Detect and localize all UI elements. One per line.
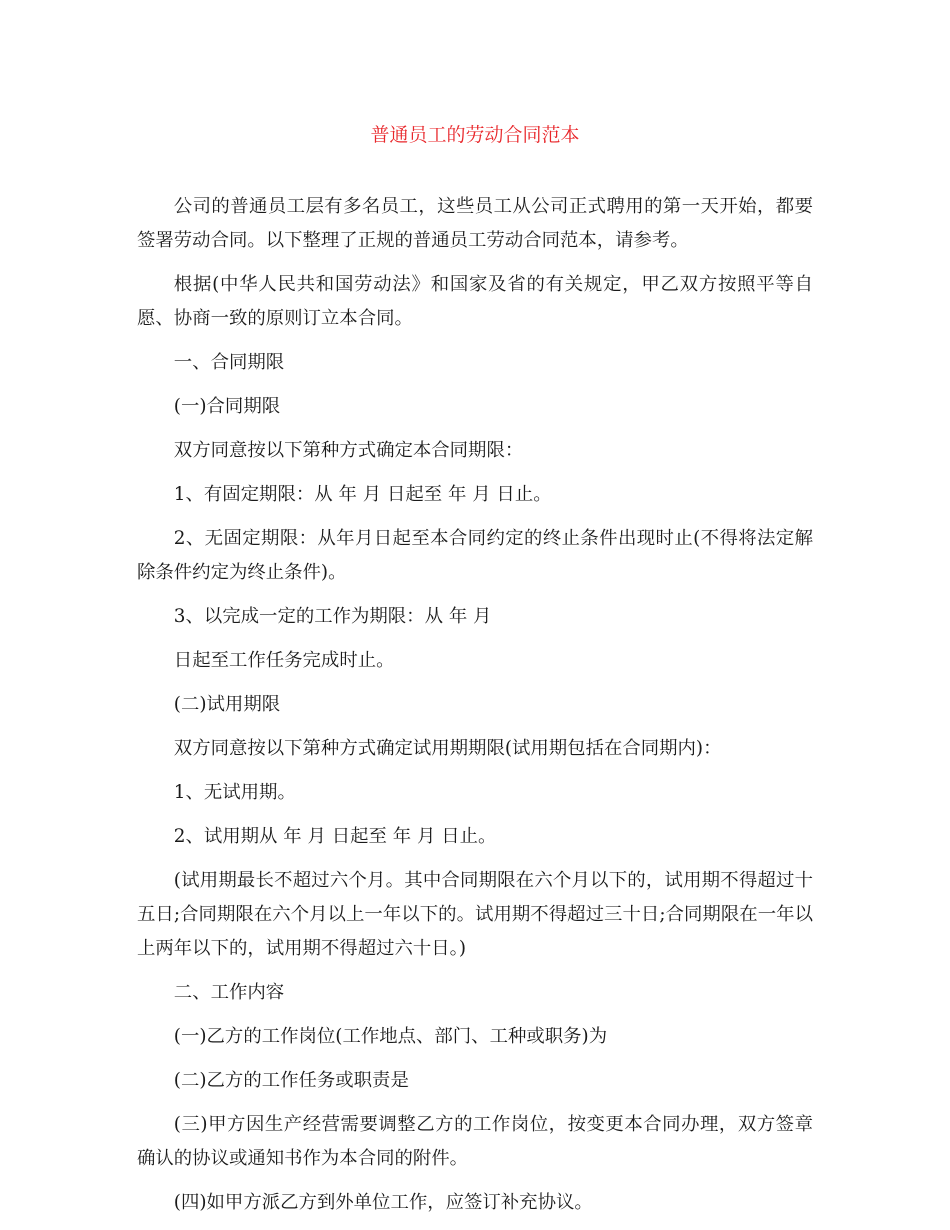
clause-work-duties: (二)乙方的工作任务或职责是 <box>173 1070 409 1091</box>
document-title: 普通员工的劳动合同范本 <box>370 124 580 146</box>
paragraph-probation-method: 双方同意按以下第种方式确定试用期期限(试用期包括在合同期内)： <box>173 738 722 759</box>
paragraph-intro: 公司的普通员工层有多名员工，这些员工从公司正式聘用的第一天开始，都要签署劳动合同。以下整理了正规的普通员工劳动合同范本，请参考。 <box>137 196 813 251</box>
section-heading-contract-term: 一、合同期限 <box>173 352 285 373</box>
clause-position-adjustment: (三)甲方因生产经营需要调整乙方的工作岗位，按变更本合同办理，双方签章确认的协议或通知书作为本合同的附件。 <box>137 1114 813 1169</box>
subsection-heading-contract-term: (一)合同期限 <box>173 396 281 417</box>
list-item-fixed-term: 1、有固定期限：从 年 月 日起至 年 月 日止。 <box>173 484 552 505</box>
subsection-heading-probation: (二)试用期限 <box>173 694 281 715</box>
paragraph-legal-basis: 根据(中华人民共和国劳动法》和国家及省的有关规定，甲乙双方按照平等自愿、协商一致的原则订立本合同。 <box>137 274 813 329</box>
clause-work-position: (一)乙方的工作岗位(工作地点、部门、工种或职务)为 <box>173 1026 608 1047</box>
list-item-no-probation: 1、无试用期。 <box>173 782 296 803</box>
paragraph-term-method: 双方同意按以下第种方式确定本合同期限： <box>173 440 524 461</box>
list-item-task-term-continued: 日起至工作任务完成时止。 <box>173 650 395 671</box>
paragraph-probation-note: (试用期最长不超过六个月。其中合同期限在六个月以下的，试用期不得超过十五日;合同期限在六个月以上一年以下的。试用期不得超过三十日;合同期限在一年以上两年以下的，试用期不得超过六十日。) <box>137 870 813 959</box>
clause-external-assignment: (四)如甲方派乙方到外单位工作，应签订补充协议。 <box>173 1192 593 1213</box>
document-body <box>137 190 813 1230</box>
list-item-task-term: 3、以完成一定的工作为期限：从 年 月 <box>173 606 492 627</box>
list-item-probation-period: 2、试用期从 年 月 日起至 年 月 日止。 <box>173 826 497 847</box>
section-heading-work-content: 二、工作内容 <box>173 982 285 1003</box>
list-item-open-term: 2、无固定期限：从年月日起至本合同约定的终止条件出现时止(不得将法定解除条件约定为终止条件)。 <box>137 528 813 583</box>
